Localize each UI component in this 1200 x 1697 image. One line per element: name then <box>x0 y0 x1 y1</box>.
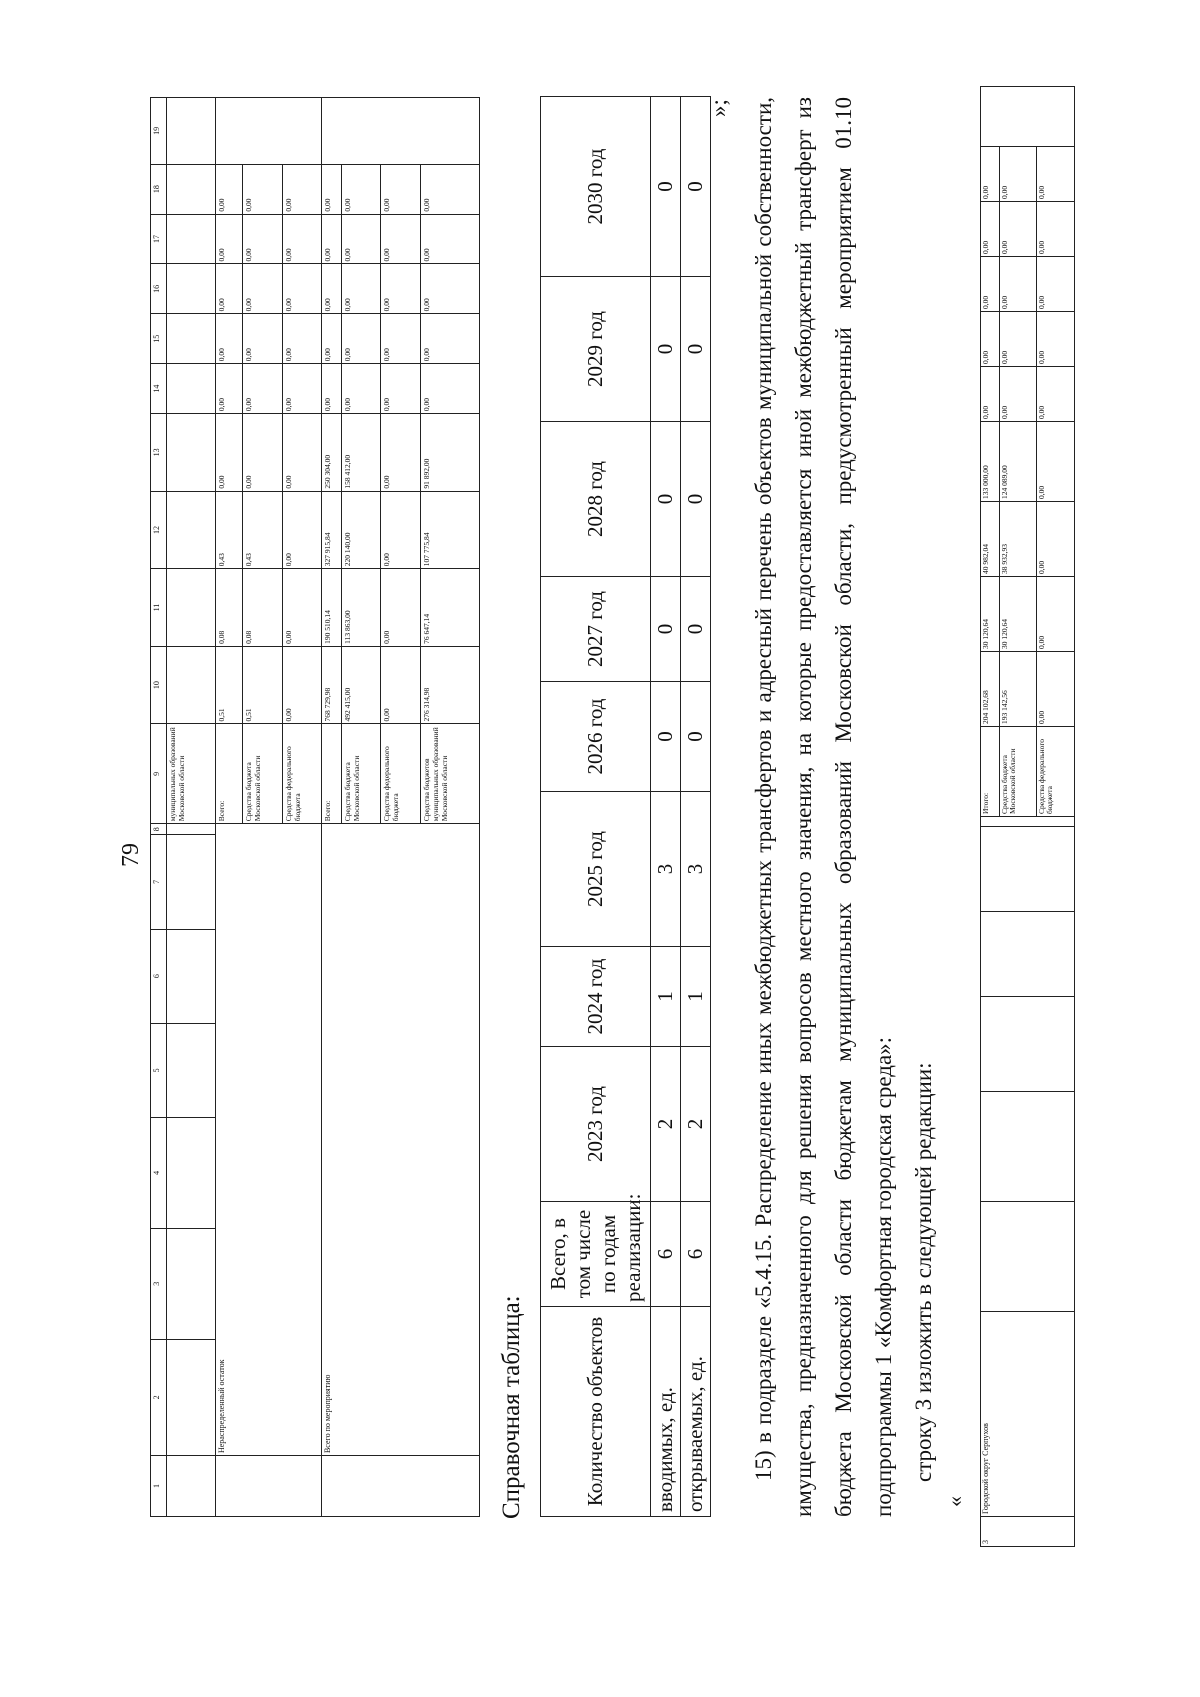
col-num: 4 <box>151 1117 167 1228</box>
value-cell: 0,00 <box>1037 502 1075 577</box>
municipality-name: Городской округ Серпухов <box>981 1312 1075 1517</box>
value-cell: 124 089,00 <box>999 422 1037 502</box>
value-cell: 107 775,84 <box>420 491 479 569</box>
reference-table <box>540 96 711 1517</box>
value-cell: 0,00 <box>981 312 1000 367</box>
value-cell: 250 304,00 <box>322 414 342 492</box>
value-cell: 133 000,00 <box>981 422 1000 502</box>
value-cell: 0,00 <box>282 214 321 264</box>
value-cell: 0,00 <box>216 314 243 364</box>
value-cell: 0,00 <box>381 264 420 314</box>
page-number: 79 <box>118 843 144 867</box>
col-num: 14 <box>151 364 167 414</box>
value-cell: 0,00 <box>1037 312 1075 367</box>
value-cell: 0,00 <box>420 314 479 364</box>
col-num: 9 <box>151 724 167 824</box>
value-cell: 30 120,64 <box>999 577 1037 652</box>
col-num: 11 <box>151 569 167 647</box>
value-cell: 0,00 <box>282 491 321 569</box>
value-cell: 0 <box>651 97 681 277</box>
value-cell: 0,00 <box>216 364 243 414</box>
value-cell: 0,00 <box>216 164 243 214</box>
reference-caption: Справочная таблица: <box>498 1295 525 1519</box>
value-cell: 0,00 <box>216 264 243 314</box>
value-cell: 0,00 <box>420 264 479 314</box>
value-cell: 220 140,00 <box>341 491 380 569</box>
amendment-paragraph: 15) в подразделе «5.4.15. Распределение иных межбюджетных трансфертов и адресный перечень объектов муниципальной собственности, имущества, предназначенного для решения вопросов местного значения, на которые предоставляется иной межбюджетный трансферт из бюджета Московской области бюджетам муниципальных образований Московской области, предусмотренный мероприятием 01.10 подпрограммы 1 «Комфортная городская среда»: <box>751 97 896 1517</box>
value-cell: 0,00 <box>322 314 342 364</box>
value-cell: 0,00 <box>420 364 479 414</box>
value-cell: 0,00 <box>322 214 342 264</box>
source-cell: Средства бюджета Московской области <box>999 727 1037 817</box>
value-cell: 0,00 <box>322 264 342 314</box>
value-cell: 0,00 <box>243 264 282 314</box>
value-cell: 0,00 <box>282 164 321 214</box>
header-cell: 2024 год <box>541 947 651 1047</box>
table-row <box>216 98 243 1517</box>
value-cell: 0,00 <box>999 257 1037 312</box>
header-cell: 2029 год <box>541 277 651 422</box>
value-cell: 0,00 <box>1037 422 1075 502</box>
source-cell: Всего: <box>322 724 342 824</box>
value-cell: 0,00 <box>1037 367 1075 422</box>
value-cell: 0,00 <box>981 257 1000 312</box>
value-cell: 0,00 <box>282 264 321 314</box>
value-cell: 0,00 <box>282 364 321 414</box>
value-cell: 0,00 <box>341 364 380 414</box>
value-cell: 0,00 <box>999 312 1037 367</box>
value-cell: 0,00 <box>322 364 342 414</box>
amendment-instruction: строку 3 изложить в следующей редакции: <box>911 1062 936 1482</box>
value-cell: 0,43 <box>243 491 282 569</box>
value-cell: 0,08 <box>216 569 243 647</box>
value-cell: 0 <box>651 682 681 792</box>
value-cell: 0,00 <box>420 164 479 214</box>
table-row <box>322 98 342 1517</box>
value-cell: 204 102,68 <box>981 652 1000 727</box>
table-row <box>681 97 711 1517</box>
row-label: открываемых, ед. <box>681 1307 711 1517</box>
col-num: 2 <box>151 1339 167 1455</box>
value-cell: 0,00 <box>381 214 420 264</box>
value-cell: 0,00 <box>216 214 243 264</box>
value-cell: 768 729,98 <box>322 646 342 724</box>
row-number: 3 <box>981 1517 1075 1547</box>
col-num: 3 <box>151 1228 167 1339</box>
value-cell: 0,43 <box>216 491 243 569</box>
value-cell: 0 <box>651 277 681 422</box>
col-num: 16 <box>151 264 167 314</box>
value-cell: 2 <box>651 1047 681 1202</box>
value-cell: 0,00 <box>282 314 321 364</box>
value-cell: 0,00 <box>381 364 420 414</box>
value-cell: 0,00 <box>341 214 380 264</box>
value-cell: 0,00 <box>1037 652 1075 727</box>
value-cell: 0 <box>681 422 711 577</box>
col-num: 8 <box>151 824 167 835</box>
budget-table <box>150 97 480 1517</box>
value-cell: 0,00 <box>1037 577 1075 652</box>
value-cell: 91 892,00 <box>420 414 479 492</box>
value-cell: 0,51 <box>216 646 243 724</box>
col-num: 5 <box>151 1023 167 1117</box>
source-cell: Итого: <box>981 727 1000 817</box>
value-cell: 327 915,84 <box>322 491 342 569</box>
column-number-row <box>151 98 167 1517</box>
value-cell: 1 <box>681 947 711 1047</box>
value-cell: 492 415,00 <box>341 646 380 724</box>
header-cell: 2027 год <box>541 577 651 682</box>
header-cell: Всего, в том числе по годам реализации: <box>541 1202 651 1307</box>
value-cell: 6 <box>651 1202 681 1307</box>
value-cell: 0,00 <box>282 646 321 724</box>
value-cell: 0,00 <box>381 164 420 214</box>
row3-table <box>980 86 1075 1547</box>
value-cell: 0,00 <box>243 314 282 364</box>
col-num: 15 <box>151 314 167 364</box>
row-label: Всего по мероприятию <box>322 824 480 1456</box>
source-cell: муниципальных образований Московской области <box>167 724 216 824</box>
source-cell: Средства федерального бюджета <box>282 724 321 824</box>
col-num: 12 <box>151 491 167 569</box>
col-num: 10 <box>151 646 167 724</box>
col-num: 13 <box>151 414 167 492</box>
row-label: вводимых, ед. <box>651 1307 681 1517</box>
header-cell: 2028 год <box>541 422 651 577</box>
value-cell: 40 982,04 <box>981 502 1000 577</box>
col-num: 18 <box>151 164 167 214</box>
header-cell: 2023 год <box>541 1047 651 1202</box>
header-cell: Количество объектов <box>541 1307 651 1517</box>
value-cell: 0,00 <box>999 147 1037 202</box>
value-cell: 0,00 <box>381 646 420 724</box>
source-cell: Средства бюджетов муниципальных образований Московской области <box>420 724 479 824</box>
value-cell: 76 647,14 <box>420 569 479 647</box>
header-cell: 2026 год <box>541 682 651 792</box>
table-row <box>981 87 1000 1547</box>
value-cell: 0,00 <box>243 414 282 492</box>
value-cell: 0,00 <box>381 314 420 364</box>
value-cell: 0,00 <box>381 491 420 569</box>
value-cell: 2 <box>681 1047 711 1202</box>
value-cell: 0,08 <box>243 569 282 647</box>
value-cell: 0 <box>681 277 711 422</box>
source-cell: Средства федерального бюджета <box>381 724 420 824</box>
col-num: 1 <box>151 1456 167 1517</box>
value-cell: 0,00 <box>420 214 479 264</box>
col-num: 17 <box>151 214 167 264</box>
value-cell: 0,00 <box>341 264 380 314</box>
value-cell: 190 510,14 <box>322 569 342 647</box>
value-cell: 0,00 <box>282 569 321 647</box>
value-cell: 0 <box>651 422 681 577</box>
value-cell: 0,00 <box>243 164 282 214</box>
source-cell: Средства федерального бюджета <box>1037 727 1075 817</box>
col-num: 6 <box>151 929 167 1023</box>
opening-quote: « <box>942 1496 967 1507</box>
value-cell: 0,00 <box>282 414 321 492</box>
value-cell: 0 <box>681 682 711 792</box>
value-cell: 0,00 <box>341 164 380 214</box>
source-cell: Средства бюджета Московской области <box>341 724 380 824</box>
value-cell: 30 120,64 <box>981 577 1000 652</box>
header-cell: 2025 год <box>541 792 651 947</box>
source-cell: Средства бюджета Московской области <box>243 724 282 824</box>
value-cell: 0,00 <box>1037 202 1075 257</box>
value-cell: 0,00 <box>243 214 282 264</box>
value-cell: 0,00 <box>981 147 1000 202</box>
table-row <box>651 97 681 1517</box>
value-cell: 276 314,98 <box>420 646 479 724</box>
value-cell: 0,00 <box>243 364 282 414</box>
value-cell: 0,00 <box>1037 147 1075 202</box>
value-cell: 158 412,00 <box>341 414 380 492</box>
row-label: Нераспределенный остаток <box>216 824 322 1456</box>
value-cell: 0,00 <box>999 367 1037 422</box>
value-cell: 0,00 <box>381 414 420 492</box>
value-cell: 0,00 <box>216 414 243 492</box>
value-cell: 193 142,56 <box>999 652 1037 727</box>
value-cell: 0,00 <box>1037 257 1075 312</box>
value-cell: 1 <box>651 947 681 1047</box>
table-row <box>167 98 216 1517</box>
value-cell: 0 <box>681 97 711 277</box>
value-cell: 0,00 <box>999 202 1037 257</box>
value-cell: 6 <box>681 1202 711 1307</box>
value-cell: 0,00 <box>981 367 1000 422</box>
col-num: 19 <box>151 98 167 165</box>
closing-quote: »; <box>706 99 731 117</box>
value-cell: 3 <box>651 792 681 947</box>
value-cell: 0 <box>681 577 711 682</box>
value-cell: 0,00 <box>381 569 420 647</box>
value-cell: 0 <box>651 577 681 682</box>
value-cell: 113 863,00 <box>341 569 380 647</box>
value-cell: 0,00 <box>341 314 380 364</box>
value-cell: 38 932,93 <box>999 502 1037 577</box>
reference-header-row <box>541 97 651 1517</box>
source-cell: Всего: <box>216 724 243 824</box>
value-cell: 0,00 <box>322 164 342 214</box>
value-cell: 0,51 <box>243 646 282 724</box>
col-num: 7 <box>151 835 167 929</box>
value-cell: 0,00 <box>981 202 1000 257</box>
value-cell: 3 <box>681 792 711 947</box>
header-cell: 2030 год <box>541 97 651 277</box>
